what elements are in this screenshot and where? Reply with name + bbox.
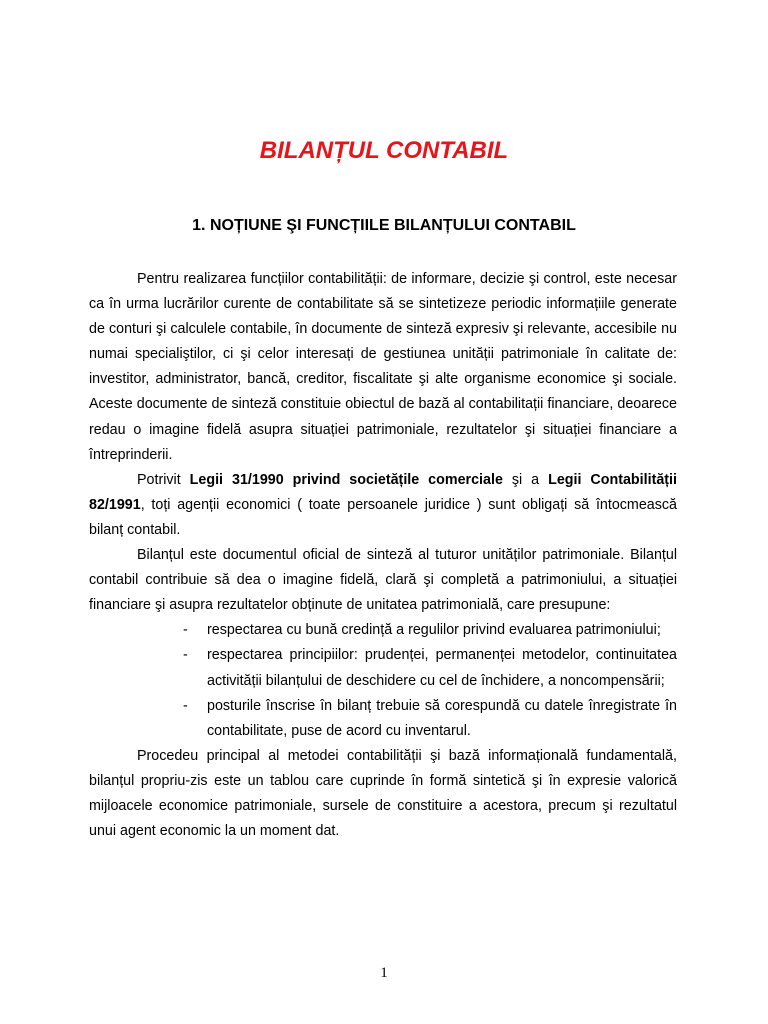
list-dash: - [183,622,188,639]
law-reference-82-1991: Legii Contabilității 82/1991 [89,471,677,513]
list-item [180,618,677,643]
requirements-list [89,618,677,743]
list-item [180,694,677,744]
list-item [180,643,677,693]
page-number: 1 [380,965,388,981]
paragraph-definition: Bilanțul este documentul oficial de sinteză al tuturor unităților patrimoniale. Bilanțul contabil contribuie să dea o imagine fidelă, clară şi completă a patrimoniului, a situației financiare şi asupra rezultatelor obținute de unitatea patrimonială, care presupune: [89,547,677,614]
paragraph-legal-text-2: şi a [502,471,549,488]
paragraph-legal-text-1: Potrivit [137,471,190,488]
list-dash: - [183,697,188,714]
paragraph-procedure: Procedeu principal al metodei contabilității şi bază informațională fundamentală, bilanțul propriu-zis este un tablou care cuprinde în formă sintetică şi în expresie valorică mijloacele economice patrimoniale, sursele de constituire a acestora, precum şi rezultatul unui agent economic la un moment dat. [89,747,677,840]
paragraph-intro: Pentru realizarea funcțiilor contabilității: de informare, decizie şi control, este necesar ca în urma lucrărilor curente de contabilitate să se sintetizeze periodic informațiile generate de conturi şi calculele contabile, în documente de sinteză expresiv şi relevante, accesibile nu numai specialiştilor, ci şi celor interesați de gestiunea unității patrimoniale în calitate de: investitor, administrator, bancă, creditor, fiscalitate şi alte organisme economice şi sociale. Aceste documente de sinteză constituie obiectul de bază al contabilitații financiare, deoarece redau o imagine fidelă asupra situației patrimoniale, rezultatelor şi situației financiare a întreprinderii. [89,271,677,463]
document-title: BILANȚUL CONTABIL [259,137,509,164]
list-item-text: posturile înscrise în bilanț trebuie să corespundă cu datele înregistrate în contabilitate, puse de acord cu inventarul. [207,697,677,739]
section-heading: 1. NOȚIUNE ŞI FUNCȚIILE BILANȚULUI CONTABIL [192,217,576,234]
paragraph-legal-basis [89,468,677,543]
law-reference-31-1990: Legii 31/1990 privind societățile comerciale [189,471,503,488]
document-body [89,267,677,844]
list-item-text: respectarea principiilor: prudenței, permanenței metodelor, continuitatea activității bilanțului de deschidere cu cel de închidere, a noncompensării; [207,647,677,689]
list-dash: - [183,647,188,664]
list-item-text: respectarea cu bună credință a regulilor privind evaluarea patrimoniului; [207,622,661,639]
paragraph-legal-text-3: , toți agenții economici ( toate persoanele juridice ) sunt obligați să întocmească bilanț contabil. [89,496,677,538]
